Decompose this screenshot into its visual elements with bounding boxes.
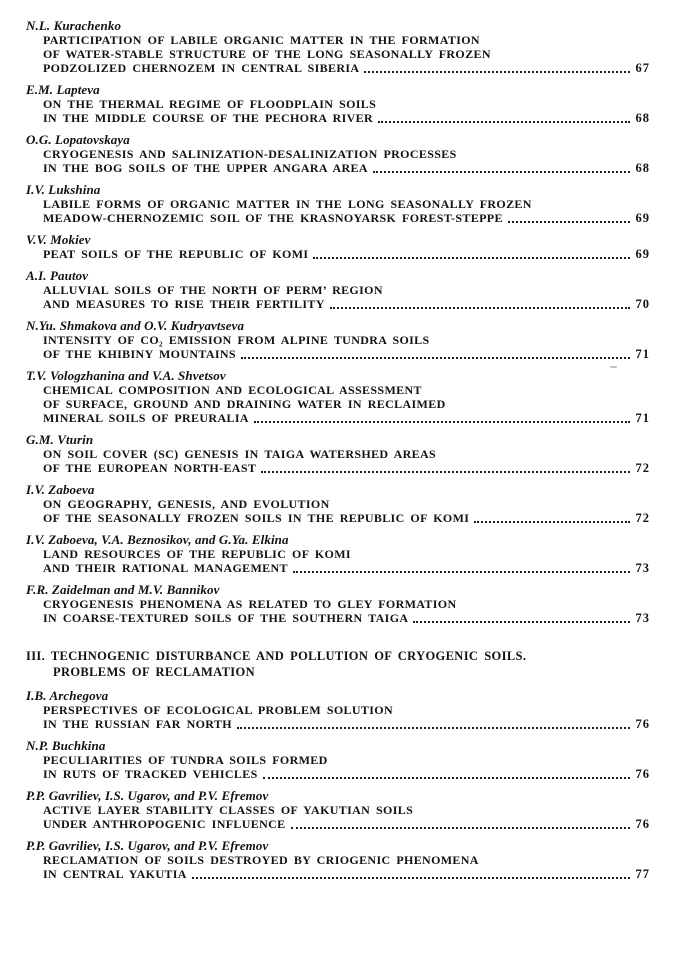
entry-title-line: RECLAMATION OF SOILS DESTROYED BY CRIOGENIC PHENOMENA xyxy=(43,853,479,867)
entry-title-line: LABILE FORMS OF ORGANIC MATTER IN THE LONG SEASONALLY FROZEN xyxy=(43,197,532,211)
dot-leader xyxy=(241,347,630,359)
entry-title-text: IN THE BOG SOILS OF THE UPPER ANGARA AREA xyxy=(43,161,368,175)
entry-title-line xyxy=(43,297,650,311)
entry-title-text: MINERAL SOILS OF PREURALIA xyxy=(43,411,249,425)
entry-title-line xyxy=(43,611,650,625)
entry-title-line: OF WATER-STABLE STRUCTURE OF THE LONG SEASONALLY FROZEN xyxy=(43,47,491,61)
entry-title-text: IN THE RUSSIAN FAR NORTH xyxy=(43,717,232,731)
entry-title-line: CHEMICAL COMPOSITION AND ECOLOGICAL ASSESSMENT xyxy=(43,383,422,397)
toc-entry xyxy=(26,269,650,311)
entry-title-text: MEADOW-CHERNOZEMIC SOIL OF THE KRASNOYARSK FOREST-STEPPE xyxy=(43,211,503,225)
entry-authors: I.V. Zaboeva, V.A. Beznosikov, and G.Ya. Elkina xyxy=(26,532,289,547)
toc-entry xyxy=(26,739,650,781)
entry-page-number: 76 xyxy=(635,717,650,731)
entry-title-line xyxy=(43,247,650,261)
scan-artifact-dash xyxy=(610,366,617,368)
entry-authors: E.M. Lapteva xyxy=(26,82,100,97)
entry-page-number: 69 xyxy=(635,247,650,261)
entry-page-number: 72 xyxy=(635,461,650,475)
entry-authors: I.V. Zaboeva xyxy=(26,482,95,497)
entry-page-number: 70 xyxy=(635,297,650,311)
toc-entry xyxy=(26,839,650,881)
toc-list xyxy=(26,19,650,881)
dot-leader xyxy=(254,411,630,423)
entry-page-number: 71 xyxy=(635,347,650,361)
entry-title-line xyxy=(43,161,650,175)
entry-title-line xyxy=(43,511,650,525)
entry-title-line: OF SURFACE, GROUND AND DRAINING WATER IN RECLAIMED xyxy=(43,397,446,411)
dot-leader xyxy=(413,611,630,623)
entry-title-text: PODZOLIZED CHERNOZEM IN CENTRAL SIBERIA xyxy=(43,61,360,75)
section-heading-line: III. TECHNOGENIC DISTURBANCE AND POLLUTION OF CRYOGENIC SOILS. xyxy=(26,649,527,663)
entry-title-line: ALLUVIAL SOILS OF THE NORTH OF PERM’ REGION xyxy=(43,283,383,297)
entry-authors: F.R. Zaidelman and M.V. Bannikov xyxy=(26,582,220,597)
entry-page-number: 76 xyxy=(635,767,650,781)
entry-title-line xyxy=(43,461,650,475)
toc-entry xyxy=(26,19,650,75)
toc-section xyxy=(26,649,650,881)
dot-leader xyxy=(508,211,630,223)
entry-authors: P.P. Gavriliev, I.S. Ugarov, and P.V. Efremov xyxy=(26,788,269,803)
entry-page-number: 67 xyxy=(635,61,650,75)
entry-title-text: OF THE SEASONALLY FROZEN SOILS IN THE REPUBLIC OF KOMI xyxy=(43,511,470,525)
dot-leader xyxy=(474,511,630,523)
dot-leader xyxy=(378,111,630,123)
entry-title-line: ACTIVE LAYER STABILITY CLASSES OF YAKUTIAN SOILS xyxy=(43,803,414,817)
entry-authors: I.V. Lukshina xyxy=(26,182,101,197)
toc-entry xyxy=(26,133,650,175)
toc-entry xyxy=(26,483,650,525)
entry-title-text: UNDER ANTHROPOGENIC INFLUENCE xyxy=(43,817,286,831)
toc-entry xyxy=(26,183,650,225)
entry-page-number: 68 xyxy=(635,161,650,175)
entry-authors: P.P. Gavriliev, I.S. Ugarov, and P.V. Efremov xyxy=(26,838,269,853)
entry-page-number: 73 xyxy=(635,611,650,625)
entry-title-text: IN CENTRAL YAKUTIA xyxy=(43,867,187,881)
entry-title-line: CRYOGENESIS AND SALINIZATION-DESALINIZATION PROCESSES xyxy=(43,147,457,161)
toc-entry xyxy=(26,533,650,575)
entry-title-text: PEAT SOILS OF THE REPUBLIC OF KOMI xyxy=(43,247,309,261)
entry-title-line xyxy=(43,561,650,575)
entry-title-text: IN COARSE-TEXTURED SOILS OF THE SOUTHERN TAIGA xyxy=(43,611,409,625)
entry-title-line xyxy=(43,61,650,75)
toc-entry xyxy=(26,433,650,475)
entry-title-line xyxy=(43,111,650,125)
toc-entry xyxy=(26,369,650,425)
entry-authors: I.B. Archegova xyxy=(26,688,109,703)
entry-title-line xyxy=(43,717,650,731)
entry-title-text: AND THEIR RATIONAL MANAGEMENT xyxy=(43,561,288,575)
entry-page-number: 76 xyxy=(635,817,650,831)
entry-title-line: PARTICIPATION OF LABILE ORGANIC MATTER IN THE FORMATION xyxy=(43,33,480,47)
dot-leader xyxy=(291,817,630,829)
entry-page-number: 71 xyxy=(635,411,650,425)
toc-entry xyxy=(26,233,650,261)
entry-authors: T.V. Vologzhanina and V.A. Shvetsov xyxy=(26,368,226,383)
entry-title-line: PECULIARITIES OF TUNDRA SOILS FORMED xyxy=(43,753,328,767)
entry-title-line: CRYOGENESIS PHENOMENA AS RELATED TO GLEY FORMATION xyxy=(43,597,457,611)
dot-leader xyxy=(261,461,630,473)
toc-entry xyxy=(26,583,650,625)
entry-title-text: AND MEASURES TO RISE THEIR FERTILITY xyxy=(43,297,325,311)
dot-leader xyxy=(330,297,630,309)
dot-leader xyxy=(313,247,630,259)
entry-page-number: 77 xyxy=(635,867,650,881)
entry-authors: N.L. Kurachenko xyxy=(26,18,122,33)
dot-leader xyxy=(293,561,630,573)
entry-title-text: IN RUTS OF TRACKED VEHICLES xyxy=(43,767,258,781)
entry-page-number: 69 xyxy=(635,211,650,225)
entry-title-line: ON THE THERMAL REGIME OF FLOODPLAIN SOILS xyxy=(43,97,377,111)
entry-authors: G.M. Vturin xyxy=(26,432,94,447)
entry-title-line xyxy=(43,867,650,881)
toc-section xyxy=(26,19,650,625)
section-heading xyxy=(26,649,650,680)
entry-title-text: OF THE KHIBINY MOUNTAINS xyxy=(43,347,236,361)
dot-leader xyxy=(192,867,630,879)
entry-title-line: LAND RESOURCES OF THE REPUBLIC OF KOMI xyxy=(43,547,351,561)
section-heading-line: PROBLEMS OF RECLAMATION xyxy=(53,664,255,679)
entry-page-number: 68 xyxy=(635,111,650,125)
entry-title-line xyxy=(43,211,650,225)
entry-title-line xyxy=(43,347,650,361)
entry-title-line: ON GEOGRAPHY, GENESIS, AND EVOLUTION xyxy=(43,497,330,511)
entry-title-line xyxy=(43,817,650,831)
entry-authors: A.I. Pautov xyxy=(26,268,89,283)
dot-leader xyxy=(237,717,630,729)
dot-leader xyxy=(263,767,630,779)
entry-authors: N.P. Buchkina xyxy=(26,738,106,753)
entry-authors: O.G. Lopatovskaya xyxy=(26,132,130,147)
entry-authors: V.V. Mokiev xyxy=(26,232,91,247)
entry-title-line: PERSPECTIVES OF ECOLOGICAL PROBLEM SOLUTION xyxy=(43,703,393,717)
entry-page-number: 72 xyxy=(635,511,650,525)
entry-title-text: IN THE MIDDLE COURSE OF THE PECHORA RIVER xyxy=(43,111,374,125)
entry-title-line xyxy=(43,411,650,425)
dot-leader xyxy=(364,61,630,73)
entry-page-number: 73 xyxy=(635,561,650,575)
dot-leader xyxy=(373,161,630,173)
toc-entry xyxy=(26,319,650,361)
toc-entry xyxy=(26,689,650,731)
entry-title-line xyxy=(43,767,650,781)
toc-entry xyxy=(26,83,650,125)
entry-title-line: ON SOIL COVER (SC) GENESIS IN TAIGA WATERSHED AREAS xyxy=(43,447,437,461)
entry-title-text: OF THE EUROPEAN NORTH-EAST xyxy=(43,461,257,475)
entry-title-line: INTENSITY OF CO₂ EMISSION FROM ALPINE TUNDRA SOILS xyxy=(43,333,430,347)
entry-authors: N.Yu. Shmakova and O.V. Kudryavtseva xyxy=(26,318,245,333)
toc-entry xyxy=(26,789,650,831)
